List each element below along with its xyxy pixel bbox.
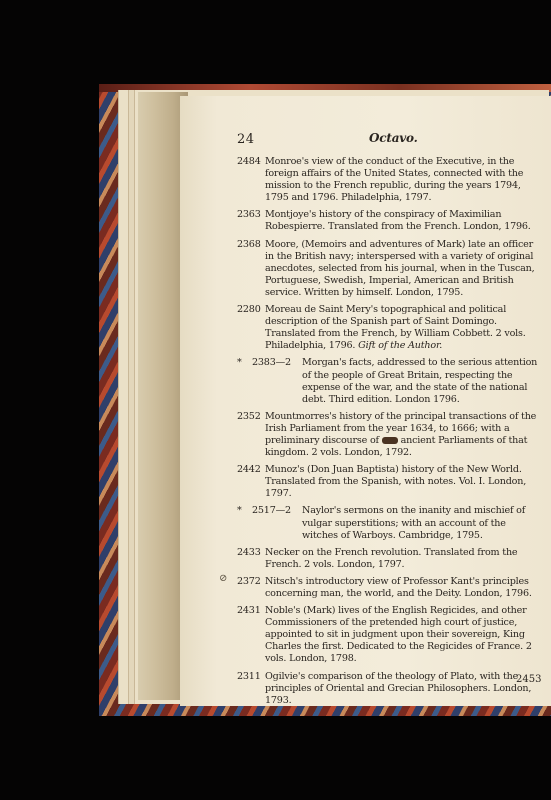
catalogue-entry <box>237 671 544 707</box>
entry-text: Monroe's view of the conduct of the Executive, in the foreign affairs of the United States, connected with the mission to the French republic, during the years 1794, 1795 and 1796. Philadelphia, 1797. <box>265 156 524 204</box>
entry-number: 2363 <box>237 209 261 221</box>
entry-number: 2442 <box>237 464 261 476</box>
entry-number: 2372 <box>237 575 261 587</box>
catalogue-entry <box>237 605 544 665</box>
entry-number: 2517—2 <box>252 505 291 517</box>
catalogue-entry <box>237 304 544 352</box>
gift-note: Gift of the Author. <box>358 340 443 352</box>
entry-text: Noble's (Mark) lives of the English Regicides, and other Commissioners of the pretended high court of justice, appointed to sit in judgment upon their sovereign, King Charles the first. Dedicated to the Regicides of France. 2 vols. London, 1798. <box>265 605 532 665</box>
entry-text: Moore, (Memoirs and adventures of Mark) late an officer in the British navy; interspersed with a variety of original anecdotes, selected from his journal, when in the Tuscan, Portuguese, Swedish, Imperial, American and British service. Written by himself. London, 1795. <box>265 238 535 298</box>
entry-text: Montjoye's history of the conspiracy of Maximilian Robespierre. Translated from the French. London, 1796. <box>265 209 531 233</box>
entry-text: Necker on the French revolution. Translated from the French. 2 vols. London, 1797. <box>265 546 518 570</box>
catalogue-entry <box>237 156 544 204</box>
entry-text: Nitsch's introductory view of Professor Kant's principles concerning man, the world, and the Deity. London, 1796. <box>265 575 532 599</box>
asterisk-mark: * <box>237 357 242 369</box>
entry-description: ancient Parliaments of that kingdom. 2 vols. London, 1792. <box>265 434 528 459</box>
entry-text: Ogilvie's comparison of the theology of Plato, with the principles of Oriental and Grecian Philosophers. London, 1793. <box>265 670 532 706</box>
catalogue-entry <box>237 576 544 600</box>
entry-text <box>237 411 544 459</box>
catalogue-entry <box>237 209 544 233</box>
entry-text: Munoz's (Don Juan Baptista) history of the New World. Translated from the Spanish, with notes. Vol. I. London, 1797. <box>265 464 527 500</box>
entry-description: Mountmorres's history of the principal transactions of the Irish Parliament from the year 1634, to 1666; with a preliminary discourse of <box>265 410 537 446</box>
entry-number: 2368 <box>237 238 261 250</box>
entry-number: 2280 <box>237 304 261 316</box>
running-head: Octavo. <box>369 131 418 145</box>
catalogue-entry <box>237 547 544 571</box>
margin-mark: ⊘ <box>219 573 228 584</box>
entry-description: Moreau de Saint Mery's topographical and political description of the Spanish part of Saint Domingo. Translated from the French, by William Cobbett. 2 vols. Philadelphia, 1796. <box>265 304 526 352</box>
catalogue-entry <box>237 357 544 405</box>
entry-number: 2484 <box>237 156 261 167</box>
entry-number: 2433 <box>237 546 261 558</box>
catalogue-entry <box>237 239 544 299</box>
page-number: 24 <box>237 132 255 147</box>
entry-number: 2311 <box>237 670 261 682</box>
entry-number: 2431 <box>237 605 261 617</box>
page-header <box>237 130 544 156</box>
catalogue-entry <box>237 411 544 459</box>
catalogue-entry <box>237 505 544 541</box>
entry-number: 2383—2 <box>252 357 291 369</box>
entry-text: Naylor's sermons on the inanity and mischief of vulgar superstitions; with an account of the witches of Warboys. Cambridge, 1795. <box>302 505 526 541</box>
catalogue-entry <box>237 464 544 500</box>
entry-text: Morgan's facts, addressed to the serious attention of the people of Great Britain, respecting the expense of the war, and the state of the national debt. Third edition. London 1796. <box>302 357 538 405</box>
asterisk-mark: * <box>237 505 242 517</box>
entry-text <box>237 304 544 352</box>
catchword: 2453 <box>516 674 542 685</box>
entry-number: 2352 <box>237 410 261 422</box>
ink-blot <box>382 437 398 444</box>
catalogue-text <box>237 130 544 706</box>
